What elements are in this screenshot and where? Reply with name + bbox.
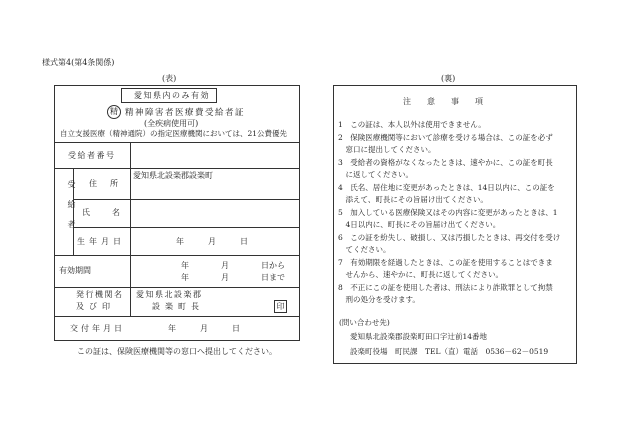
notice-line: 6 この証を紛失し、破損し、又は汚損したときは、再交付を受け (338, 233, 561, 242)
col-line (130, 142, 131, 316)
name-label: 氏名 (82, 208, 142, 217)
issue-date-value: 年 月 日 (168, 324, 240, 333)
front-heading: (表) (162, 74, 177, 83)
notice-line: 刑の処分を受けます。 (338, 295, 420, 304)
contact-office: 設楽町役場 町民課 TEL（直）電話 0536－62－0519 (350, 347, 549, 356)
seal-mark: 印 (274, 300, 287, 313)
contact-address: 愛知県北設楽郡設楽町田口字辻前14番地 (350, 332, 488, 341)
address-label: 住所 (89, 179, 131, 188)
valid-period-label: 有効期間 (59, 266, 91, 275)
recipient-label (59, 180, 76, 250)
notice-line: 1 この証は、本人以外は使用できません。 (338, 120, 486, 129)
notice-line: 添えて、町長にその旨届け出てください。 (338, 195, 488, 204)
recipient-number-label: 受給者番号 (68, 151, 116, 160)
issue-date-label: 交付年月日 (70, 324, 125, 333)
notice-line: 8 不正にこの証を使用した者は、刑法により詐欺罪として拘禁 (338, 283, 553, 292)
issuer-label-2: 及び印 (76, 302, 115, 311)
issuer-value-1: 愛知県北設楽郡 (136, 290, 203, 299)
row-line (73, 227, 300, 228)
priority-note: 自立支援医療（精神通院）の指定医療機関においては、21公費優先 (60, 129, 288, 138)
certificate-subtitle: (全疾病使用可) (144, 119, 199, 128)
valid-area-text: 愛知県内のみ有効 (134, 91, 210, 100)
birthdate-value: 年 月 日 (176, 237, 248, 246)
notice-line: 4日以内に、町長にその旨届け出てください。 (338, 220, 501, 229)
front-footer: この証は、保険医療機関等の窓口へ提出してください。 (77, 347, 277, 356)
issuer-value-2: 設楽町長 (152, 302, 204, 311)
notice-line: 2 保険医療機関等において診療を受ける場合は、この証を必ず (338, 133, 553, 142)
address-value: 愛知県北設楽郡設楽町 (133, 171, 213, 180)
notice-line: 7 有効期限を経過したときは、この証を使用することはできま (338, 258, 553, 267)
birthdate-label: 生年月日 (77, 237, 125, 246)
notice-line: せんから、速やかに、町長に返してください。 (338, 270, 503, 279)
row-line (54, 287, 300, 288)
row-line (54, 168, 300, 169)
valid-from: 年 月 日から (181, 261, 285, 270)
notice-line: てください。 (338, 245, 391, 254)
row-line (54, 142, 300, 143)
contact-heading: (問い合わせ先) (339, 318, 390, 327)
row-line (54, 316, 300, 317)
certificate-title: 精神障害者医療費受給者証 (125, 108, 246, 118)
row-line (54, 255, 300, 256)
form-number: 様式第4(第4条関係) (42, 58, 115, 67)
notice-line: 窓口に提出してください。 (338, 145, 436, 154)
issuer-label-1: 発行機関名 (76, 290, 124, 299)
seishin-badge: 精 (107, 105, 121, 119)
notice-line: 3 受給者の資格がなくなったときは、速やかに、この証を町長 (338, 158, 553, 167)
notice-line: 4 氏名、居住地に変更があったときは、14日以内に、この証を (338, 183, 555, 192)
valid-to: 年 月 日まで (181, 273, 285, 282)
row-line (73, 199, 300, 200)
back-title: 注 意 事 項 (403, 97, 483, 106)
back-heading: (裏) (441, 74, 456, 83)
notice-line: 5 加入している医療保険又はその内容に変更があったときは、1 (338, 208, 558, 217)
recipient-label-text: 受給者 (67, 180, 76, 240)
notice-line: に返してください。 (338, 170, 413, 179)
